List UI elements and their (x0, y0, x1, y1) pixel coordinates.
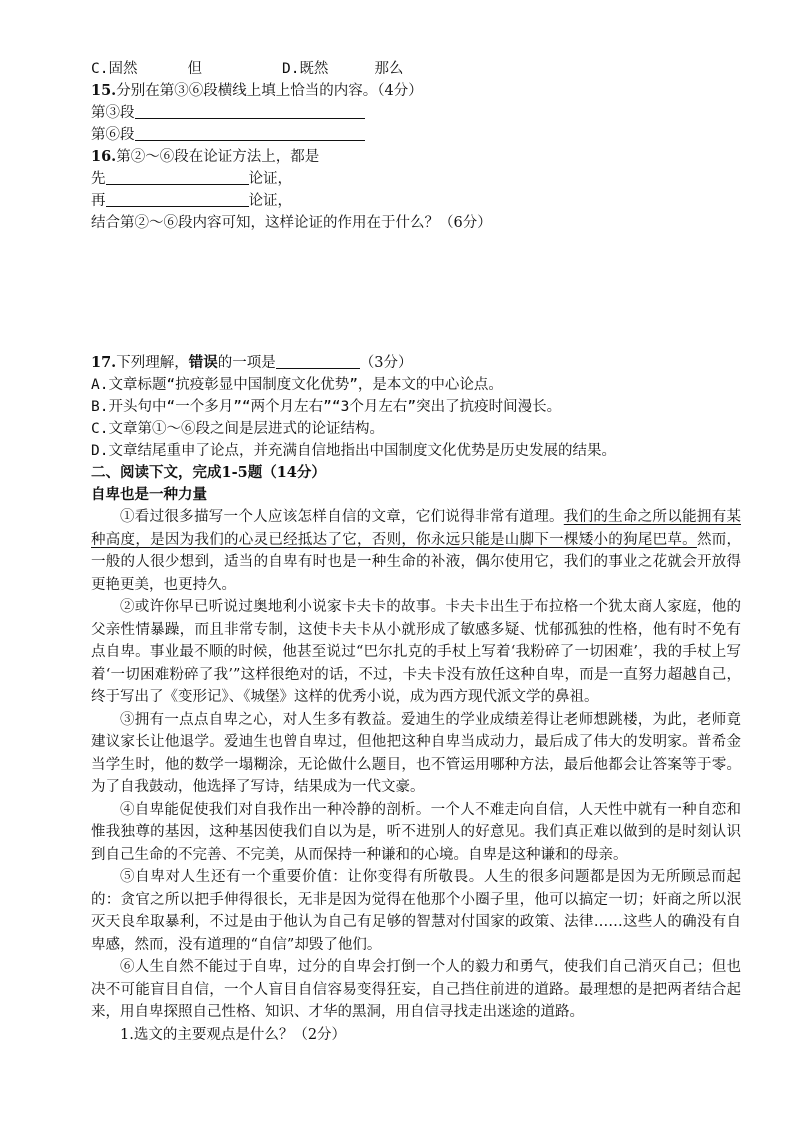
q15-text: 分别在第③⑥段横线上填上恰当的内容。（4分） (116, 83, 423, 99)
q15-number: 15. (91, 82, 117, 99)
answer-blank[interactable] (135, 125, 365, 141)
article-title: 自卑也是一种力量 (91, 486, 207, 503)
q16-first-suffix: 论证， (248, 171, 292, 187)
paragraph-3: ③拥有一点点自卑之心，对人生多有教益。爱迪生的学业成绩差得让老师想跳楼，为此，老师竟建议家长让他退学。爱迪生也曾自卑过，但他把这种自卑当成动力，最后成了伟大的发明家。普希金当学生时，他的数学一塌糊涂，无论做什么题目，也不管运用哪种方法，最后他都会让答案等于零。为了自我鼓动，他选择了写诗，结果成为一代文豪。 (91, 711, 741, 795)
p1-text: ①看过很多描写一个人应该怎样自信的文章，它们说得非常有道理。 (120, 509, 564, 525)
q17-option-b: B.开头句中“一个多月”“两个月左右”“3个月左右”突出了抗疫时间漫长。 (91, 399, 562, 415)
question-1: 1.选文的主要观点是什么？（2分） (120, 1026, 347, 1043)
answer-blank[interactable] (106, 191, 249, 207)
answer-space[interactable] (91, 234, 741, 352)
q16-then-line (91, 190, 741, 212)
q15-line1-label: 第③段 (91, 105, 135, 121)
q16-then-prefix: 再 (91, 193, 106, 209)
q17-number: 17. (91, 354, 117, 371)
p1-text-end: 然而，一般的人很少想到，适当的自卑有时也是一种生命的补液，偶尔使用它，我们的事业之花就会开放得更艳更美，也更持久。 (91, 531, 742, 593)
paragraph-2: ②或许你早已听说过奥地利小说家卡夫卡的故事。卡夫卡出生于布拉格一个犹太商人家庭，他的父亲性情暴躁，而且非常专制，这使卡夫卡从小就形成了敏感多疑、忧郁孤独的性格，他有时不免有点自卑。事业最不顺的时候，他甚至说过“巴尔扎克的手杖上写着‘我粉碎了一切困难’，我的手杖上写着‘一切困难粉碎了我’”这样很绝对的话，不过，卡夫卡没有放任这种自卑，而是一直努力超越自己，终于写出了《变形记》、《城堡》这样的优秀小说，成为西方现代派文学的鼻祖。 (91, 599, 741, 705)
q17-stem-pre: 下列理解， (116, 355, 189, 371)
paragraph-4: ④自卑能促使我们对自我作出一种冷静的剖析。一个人不难走向自信，人天性中就有一种自恋和惟我独尊的基因，这种基因使我们自以为是，听不进别人的好意见。我们真正难以做到的是时刻认识到自己生命的不完善、不完美，从而保持一种谦和的心境。自卑是这种谦和的母亲。 (91, 801, 741, 863)
q16-question: 结合第②～⑥段内容可知，这样论证的作用在于什么？（6分） (91, 215, 492, 231)
answer-blank[interactable] (135, 103, 365, 119)
exam-page (91, 58, 741, 1046)
q17-option-d: D.文章结尾重申了论点，并充满自信地指出中国制度文化优势是历史发展的结果。 (91, 443, 616, 459)
q15-answer-line-3 (91, 102, 741, 124)
option-c-word: 但 (187, 61, 202, 77)
q16-first-prefix: 先 (91, 171, 106, 187)
q17-option-c: C.文章第①～⑥段之间是层进式的论证结构。 (91, 421, 384, 437)
q15-answer-line-6 (91, 124, 741, 146)
q16-text: 第②～⑥段在论证方法上，都是 (116, 149, 320, 165)
q17-score: （3分） (359, 355, 413, 371)
answer-blank[interactable] (276, 353, 360, 369)
section-heading: 二、阅读下文，完成1-5题（14分） (91, 464, 326, 481)
paragraph-1 (91, 506, 741, 596)
q14-options-row (91, 58, 741, 80)
paragraph-5: ⑤自卑对人生还有一个重要价值：让你变得有所敬畏。人生的很多问题都是因为无所顾忌而起的：贪官之所以把手伸得很长，无非是因为觉得在他那个小圈子里，他可以搞定一切；奸商之所以泯灭天良牟取暴利，不过是由于他认为自己有足够的智慧对付国家的政策、法律……这些人的确没有自卑感，然而，没有道理的“自信”却毁了他们。 (91, 869, 741, 953)
q16-number: 16. (91, 148, 117, 165)
q17-option-a: A.文章标题“抗疫彰显中国制度文化优势”，是本文的中心论点。 (91, 377, 503, 393)
option-d-word: 那么 (374, 61, 404, 77)
q16-first-line (91, 168, 741, 190)
q16-stem (91, 146, 741, 168)
q15-stem (91, 80, 741, 102)
q17-stem-post: 的一项是 (217, 355, 276, 371)
option-d-label: D.既然 (281, 61, 329, 77)
answer-blank[interactable] (106, 169, 249, 185)
option-c-label: C.固然 (91, 61, 138, 77)
q15-line2-label: 第⑥段 (91, 127, 135, 143)
q16-then-suffix: 论证， (248, 193, 292, 209)
paragraph-6: ⑥人生自然不能过于自卑，过分的自卑会打倒一个人的毅力和勇气，使我们自己消灭自己；但也决不可能盲目自信，一个人盲目自信容易变得狂妄，自己挡住前进的道路。最理想的是把两者结合起来，用自卑探照自己性格、知识、才华的黑洞，用自信寻找走出迷途的道路。 (91, 959, 741, 1020)
q17-stem-bold: 错误 (188, 354, 218, 371)
q17-stem (91, 352, 741, 374)
p1-underlined-sentence: 我们的生命之所以能拥有某种高度，是因为我们的心灵已经抵达了它，否则，你永远只能是山脚下一棵矮小的狗尾巴草。 (91, 509, 741, 548)
